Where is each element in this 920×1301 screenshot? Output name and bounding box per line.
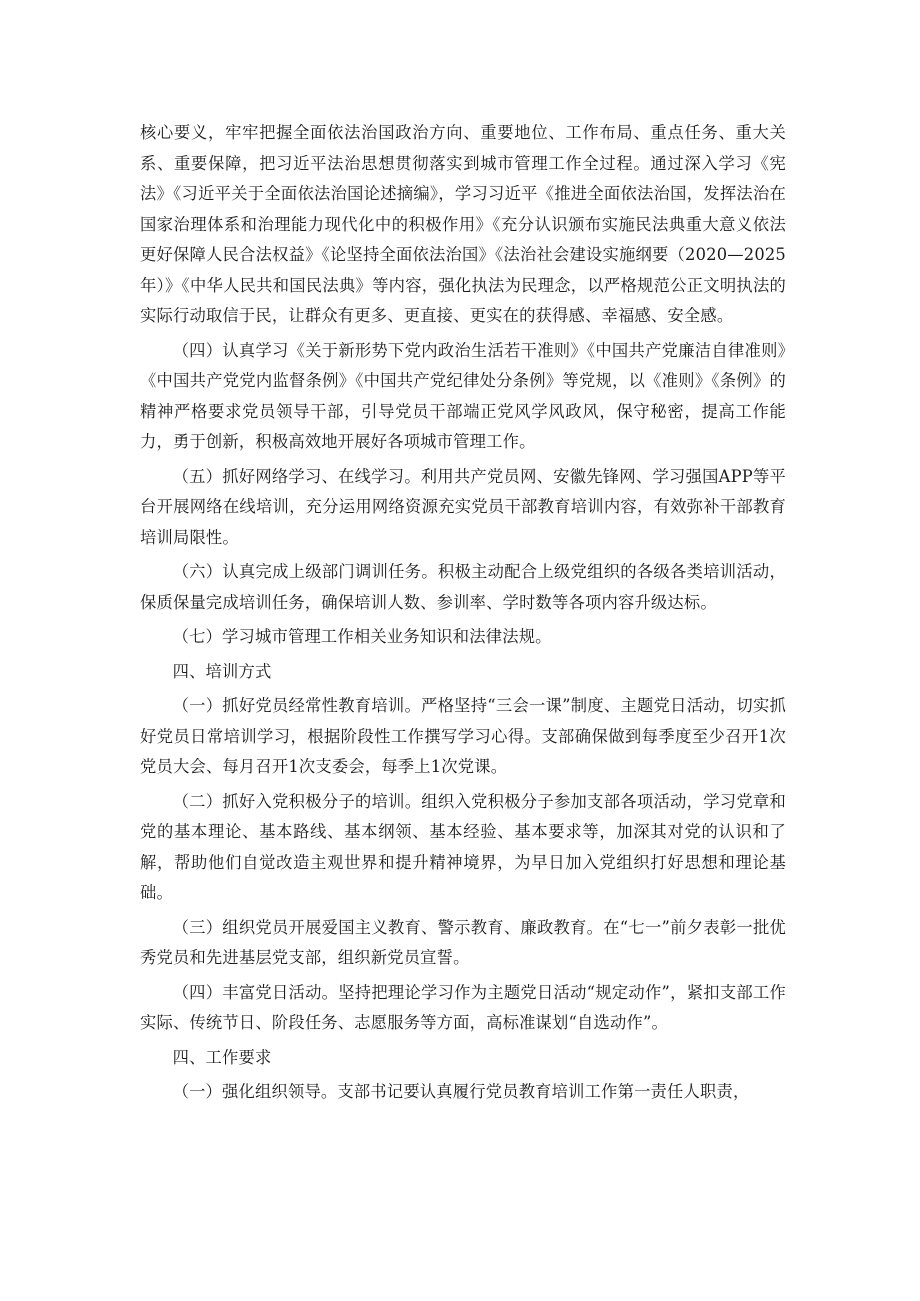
paragraph-activist-training: （二）抓好入党积极分子的培训。组织入党积极分子参加支部各项活动，学习党章和党的基本理论、基本路线、基本纲领、基本经验、基本要求等，加深其对党的认识和了解，帮助他们自觉改造主观世界和提升精神境界，为早日加入党组织打好思想和理论基础。 (140, 791, 786, 902)
paragraph-higher-level-training: （六）认真完成上级部门调训任务。积极主动配合上级党组织的各级各类培训活动，保质保量完成培训任务，确保培训人数、参训率、学时数等各项内容升级达标。 (140, 562, 786, 612)
paragraph-party-day-activities: （四）丰富党日活动。坚持把理论学习作为主题党日活动“规定动作”，紧扣支部工作实际、传统节日、阶段任务、志愿服务等方面，高标准谋划“自选动作”。 (140, 982, 786, 1032)
section-heading-work-requirements: 四、工作要求 (172, 1047, 272, 1067)
paragraph-study-party-rules: （四）认真学习《关于新形势下党内政治生活若干准则》《中国共产党廉洁自律准则》《中国共产党党内监督条例》《中国共产党纪律处分条例》等党规，以《准则》《条例》的精神严格要求党员领导干部，引导党员干部端正党风学风政风，保守秘密，提高工作能力，勇于创新，积极高效地开展好各项城市管理工作。 (140, 340, 786, 451)
section-heading-training-methods: 四、培训方式 (172, 661, 272, 681)
paragraph-business-knowledge: （七）学习城市管理工作相关业务知识和法律法规。 (172, 627, 552, 646)
document-body (140, 118, 786, 1112)
paragraph-continued: 核心要义，牢牢把握全面依法治国政治方向、重要地位、工作布局、重点任务、重大关系、重要保障，把习近平法治思想贯彻落实到城市管理工作全过程。通过深入学习《宪法》《习近平关于全面依法治国论述摘编》，学习习近平《推进全面依法治国，发挥法治在国家治理体系和治理能力现代化中的积极作用》《充分认识颁布实施民法典重大意义依法更好保障人民合法权益》《论坚持全面依法治国》《法治社会建设实施纲要（2020—2025年）》《中华人民共和国民法典》等内容，强化执法为民理念，以严格规范公正文明执法的实际行动取信于民，让群众有更多、更直接、更实在的获得感、幸福感、安全感。 (140, 123, 786, 325)
paragraph-online-learning: （五）抓好网络学习、在线学习。利用共产党员网、安徽先锋网、学习强国APP等平台开展网络在线培训，充分运用网络资源充实党员干部教育培训内容，有效弥补干部教育培训局限性。 (140, 466, 786, 547)
paragraph-regular-education: （一）抓好党员经常性教育培训。严格坚持“三会一课”制度、主题党日活动，切实抓好党员日常培训学习，根据阶段性工作撰写学习心得。支部确保做到每季度至少召开1次党员大会、每月召开1次支委会，每季上1次党课。 (140, 696, 786, 776)
paragraph-patriotic-education: （三）组织党员开展爱国主义教育、警示教育、廉政教育。在“七一”前夕表彰一批优秀党员和先进基层党支部，组织新党员宣誓。 (140, 917, 786, 967)
paragraph-organizational-leadership: （一）强化组织领导。支部书记要认真履行党员教育培训工作第一责任人职责， (172, 1082, 750, 1101)
